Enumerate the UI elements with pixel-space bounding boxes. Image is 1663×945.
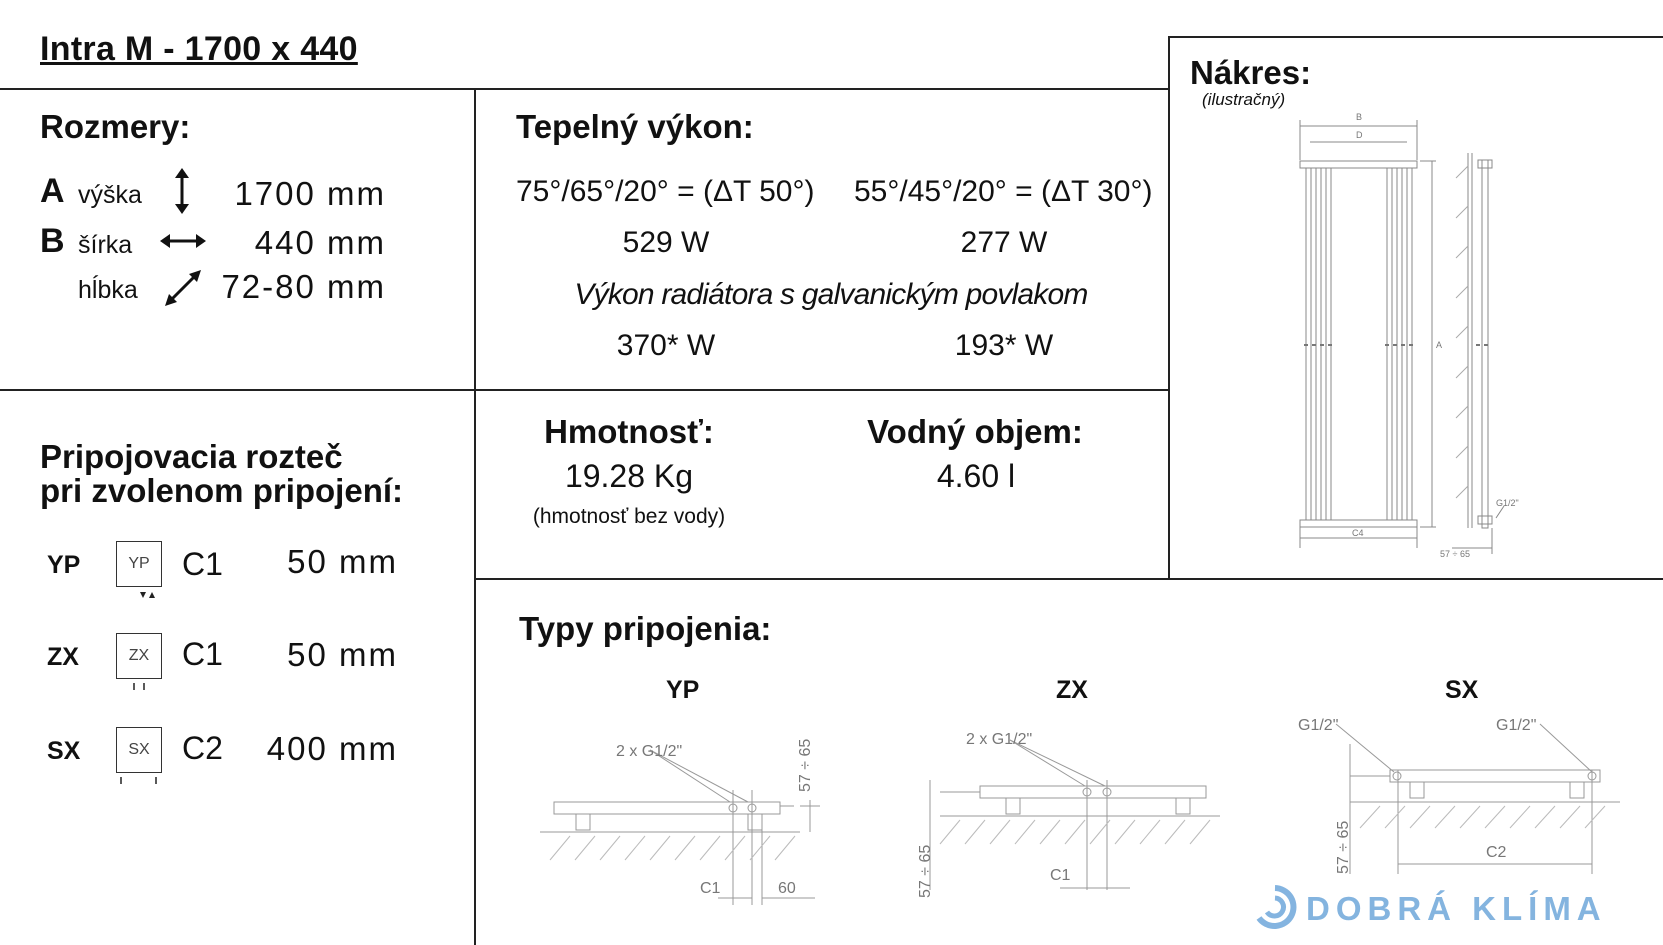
zx-vertical-dim: 57 ÷ 65	[917, 844, 934, 898]
dimension-value: 1700 mm	[234, 175, 386, 212]
yp-c-dim: C1	[700, 880, 721, 897]
connection-spacing-heading-line1: Pripojovacia rozteč	[40, 438, 343, 475]
weight-heading: Hmotnosť:	[544, 413, 714, 450]
weight-note: (hmotnosť bez vody)	[532, 505, 726, 528]
drawing-label-g12: G1/2"	[1496, 498, 1519, 508]
diagonal-arrow-icon	[163, 268, 203, 308]
title-underline-divider	[0, 88, 1168, 90]
dimension-label: šírka	[78, 231, 133, 259]
connection-port-marks-icon	[118, 776, 162, 786]
connection-c-label: C1	[182, 636, 223, 672]
connection-port-marks-icon	[130, 682, 156, 692]
dimensions-heading: Rozmery:	[40, 108, 191, 145]
connection-type-name: ZX	[1056, 676, 1088, 704]
zx-c-dim: C1	[1050, 867, 1071, 884]
sx-c-dim: C2	[1486, 844, 1507, 861]
zx-connection-diagram	[910, 720, 1230, 910]
left-column-divider	[474, 88, 476, 945]
dimension-label: výška	[78, 181, 142, 209]
connection-code: YP	[47, 551, 81, 579]
connection-value: 400 mm	[266, 730, 398, 767]
thermal-value-1: 529 W	[622, 226, 710, 259]
dobra-klima-logo-icon	[1252, 884, 1298, 930]
drawing-label-b: B	[1356, 112, 1363, 122]
drawing-panel-top-border	[1168, 36, 1663, 38]
water-heading: Vodný objem:	[867, 413, 1083, 450]
radiator-technical-drawing	[1260, 108, 1520, 568]
dimension-label: hĺbka	[78, 276, 138, 304]
connection-box-icon: SX	[116, 727, 162, 773]
drawing-label-depth: 57 ÷ 65	[1440, 549, 1470, 559]
connection-value: 50 mm	[287, 636, 398, 673]
drawing-label-d: D	[1356, 130, 1363, 140]
water-value: 4.60 l	[936, 458, 1016, 494]
connection-code: ZX	[47, 643, 79, 671]
left-row-divider	[0, 389, 475, 391]
connection-spacing-heading-line2: pri zvolenom pripojení:	[40, 472, 404, 509]
yp-pipe-label: 2 x G1/2"	[616, 743, 683, 760]
zx-pipe-label: 2 x G1/2"	[966, 731, 1033, 748]
dimension-value: 72-80 mm	[221, 268, 386, 305]
thermal-condition-1: 75°/65°/20° = (ΔT 50°)	[516, 175, 815, 208]
galvanic-value-1: 370* W	[616, 329, 716, 362]
yp-side-dim: 60	[778, 880, 796, 897]
lower-row-divider	[474, 578, 1663, 580]
galvanic-value-2: 193* W	[954, 329, 1054, 362]
dimension-letter: A	[40, 172, 65, 210]
connection-types-heading: Typy pripojenia:	[519, 610, 772, 647]
connection-c-label: C2	[182, 730, 223, 766]
yp-vertical-dim: 57 ÷ 65	[797, 738, 814, 792]
drawing-label-a: A	[1436, 340, 1443, 350]
connection-box-icon: ZX	[116, 633, 162, 679]
connection-code: SX	[47, 737, 81, 765]
connection-type-name: SX	[1445, 676, 1479, 704]
sx-pipe-label-left: G1/2"	[1298, 717, 1339, 734]
connection-port-marks-icon	[138, 590, 164, 600]
thermal-heading: Tepelný výkon:	[516, 108, 754, 145]
galvanic-note: Výkon radiátora s galvanickým povlakom	[574, 278, 1088, 311]
middle-row-divider	[474, 389, 1169, 391]
drawing-heading: Nákres:	[1190, 54, 1312, 91]
sx-pipe-label-right: G1/2"	[1496, 717, 1537, 734]
drawing-subheading: (ilustračný)	[1202, 90, 1286, 109]
vertical-arrow-icon	[170, 168, 194, 214]
thermal-value-2: 277 W	[960, 226, 1048, 259]
connection-box-icon: YP	[116, 541, 162, 587]
drawing-panel-left-border	[1168, 36, 1170, 579]
sx-vertical-dim: 57 ÷ 65	[1335, 820, 1352, 874]
thermal-condition-2: 55°/45°/20° = (ΔT 30°)	[854, 175, 1153, 208]
connection-value: 50 mm	[287, 543, 398, 580]
yp-connection-diagram	[540, 720, 840, 910]
drawing-label-c4: C4	[1352, 528, 1364, 538]
connection-c-label: C1	[182, 546, 223, 582]
watermark-text: DOBRÁ KLÍMA	[1306, 890, 1607, 927]
dimension-letter: B	[40, 222, 65, 260]
sx-connection-diagram	[1290, 714, 1630, 914]
page-title: Intra M - 1700 x 440	[40, 30, 358, 68]
weight-value: 19.28 Kg	[564, 458, 694, 494]
dimension-value: 440 mm	[254, 224, 386, 261]
connection-type-name: YP	[666, 676, 700, 704]
